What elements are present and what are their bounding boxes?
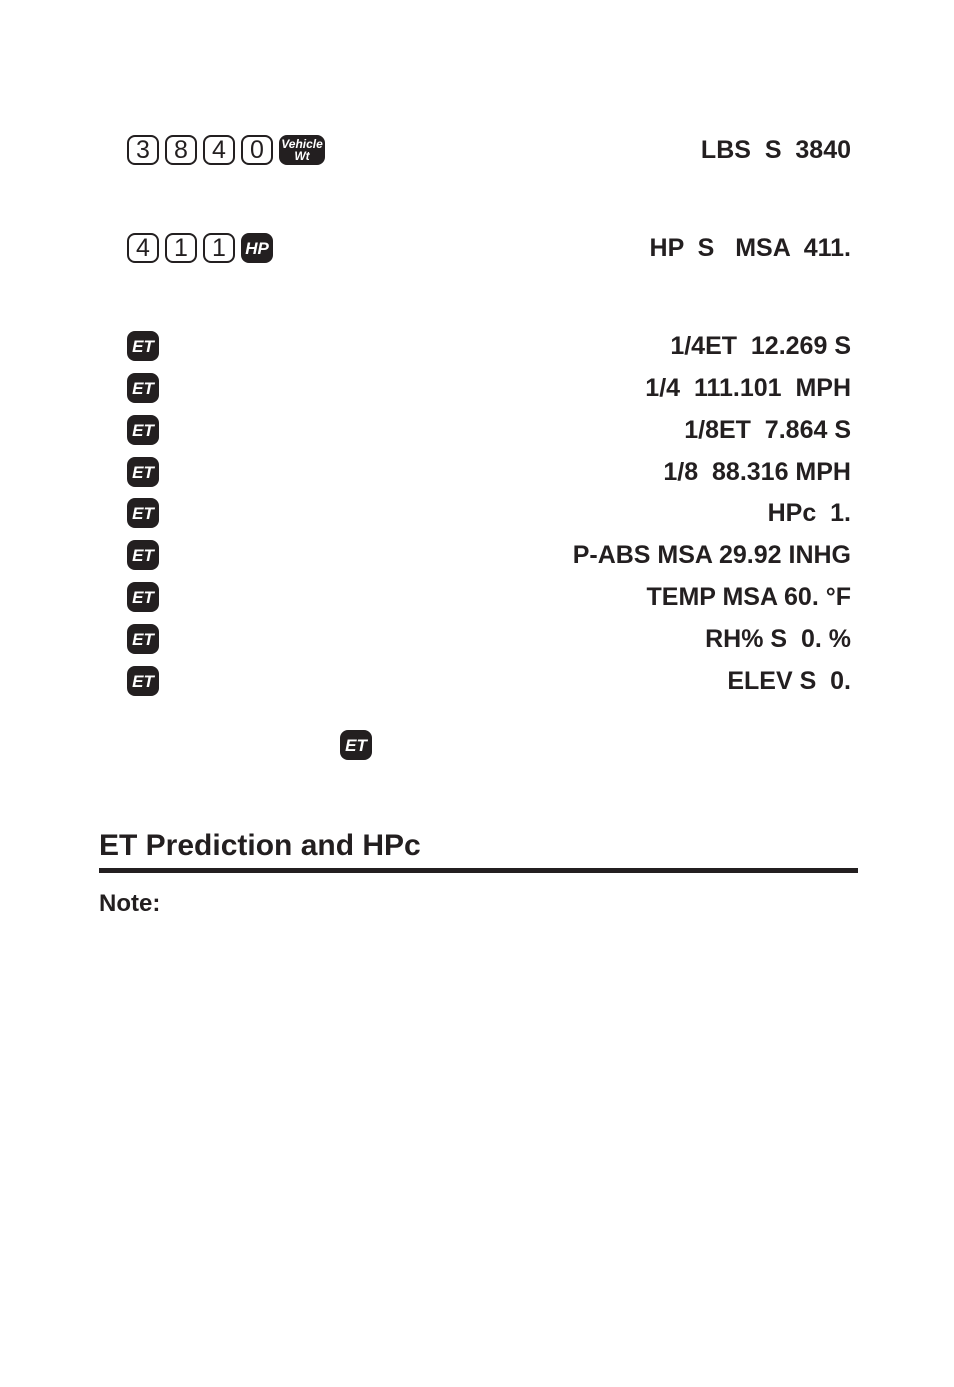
- digit-key-icon: 8: [165, 135, 197, 165]
- section-title: ET Prediction and HPc: [99, 829, 421, 862]
- display-readout: 1/8ET 7.864 S: [684, 416, 851, 444]
- digit-key-icon: 3: [127, 135, 159, 165]
- keystroke-row: [127, 329, 851, 363]
- digit-key-icon: 0: [241, 135, 273, 165]
- keystroke-row: [127, 580, 851, 614]
- digit-key-icon: 4: [203, 135, 235, 165]
- display-readout: HPc 1.: [767, 499, 851, 527]
- key-group: [127, 580, 159, 614]
- keystroke-row: [127, 622, 851, 656]
- key-group: [127, 329, 159, 363]
- display-readout: 1/8 88.316 MPH: [663, 458, 851, 486]
- et-key-icon: ET: [127, 666, 159, 696]
- et-key-icon: ET: [127, 540, 159, 570]
- display-readout: 1/4 111.101 MPH: [645, 374, 851, 402]
- key-group: [127, 231, 273, 265]
- key-group: [127, 133, 325, 167]
- display-readout: ELEV S 0.: [727, 667, 851, 695]
- vehicle-wt-key-icon: [279, 135, 325, 165]
- digit-key-icon: 1: [165, 233, 197, 263]
- display-readout: P-ABS MSA 29.92 INHG: [572, 541, 851, 569]
- key-label-bottom: Wt: [294, 149, 310, 163]
- display-readout: RH% S 0. %: [705, 625, 851, 653]
- keystroke-row: [127, 664, 851, 698]
- et-key-icon: ET: [127, 498, 159, 528]
- et-key-inline: [340, 730, 372, 760]
- hp-key-icon: HP: [241, 233, 273, 263]
- key-group: [127, 455, 159, 489]
- key-group: [127, 538, 159, 572]
- keystroke-row: [127, 231, 851, 265]
- keystroke-row: [127, 133, 851, 167]
- key-group: [127, 413, 159, 447]
- et-key-icon: ET: [127, 582, 159, 612]
- key-label-top: Vehicle: [281, 137, 323, 151]
- digit-key-icon: 1: [203, 233, 235, 263]
- keystroke-row: [127, 455, 851, 489]
- note-label: Note:: [99, 890, 161, 917]
- et-key-icon: ET: [127, 373, 159, 403]
- keystroke-row: [127, 538, 851, 572]
- display-readout: 1/4ET 12.269 S: [670, 332, 851, 360]
- et-key-icon: ET: [127, 415, 159, 445]
- display-readout: HP S MSA 411.: [649, 234, 851, 262]
- et-key-icon: ET: [127, 624, 159, 654]
- et-key-icon: ET: [127, 331, 159, 361]
- key-group: [127, 496, 159, 530]
- key-group: [127, 371, 159, 405]
- key-group: [127, 664, 159, 698]
- keystroke-row: [127, 413, 851, 447]
- display-readout: TEMP MSA 60. °F: [646, 583, 851, 611]
- key-group: [127, 622, 159, 656]
- keystroke-row: [127, 371, 851, 405]
- keystroke-row: [127, 496, 851, 530]
- section-rule: [99, 868, 858, 873]
- digit-key-icon: 4: [127, 233, 159, 263]
- et-key-icon: ET: [340, 730, 372, 760]
- display-readout: LBS S 3840: [700, 136, 851, 164]
- et-key-icon: ET: [127, 457, 159, 487]
